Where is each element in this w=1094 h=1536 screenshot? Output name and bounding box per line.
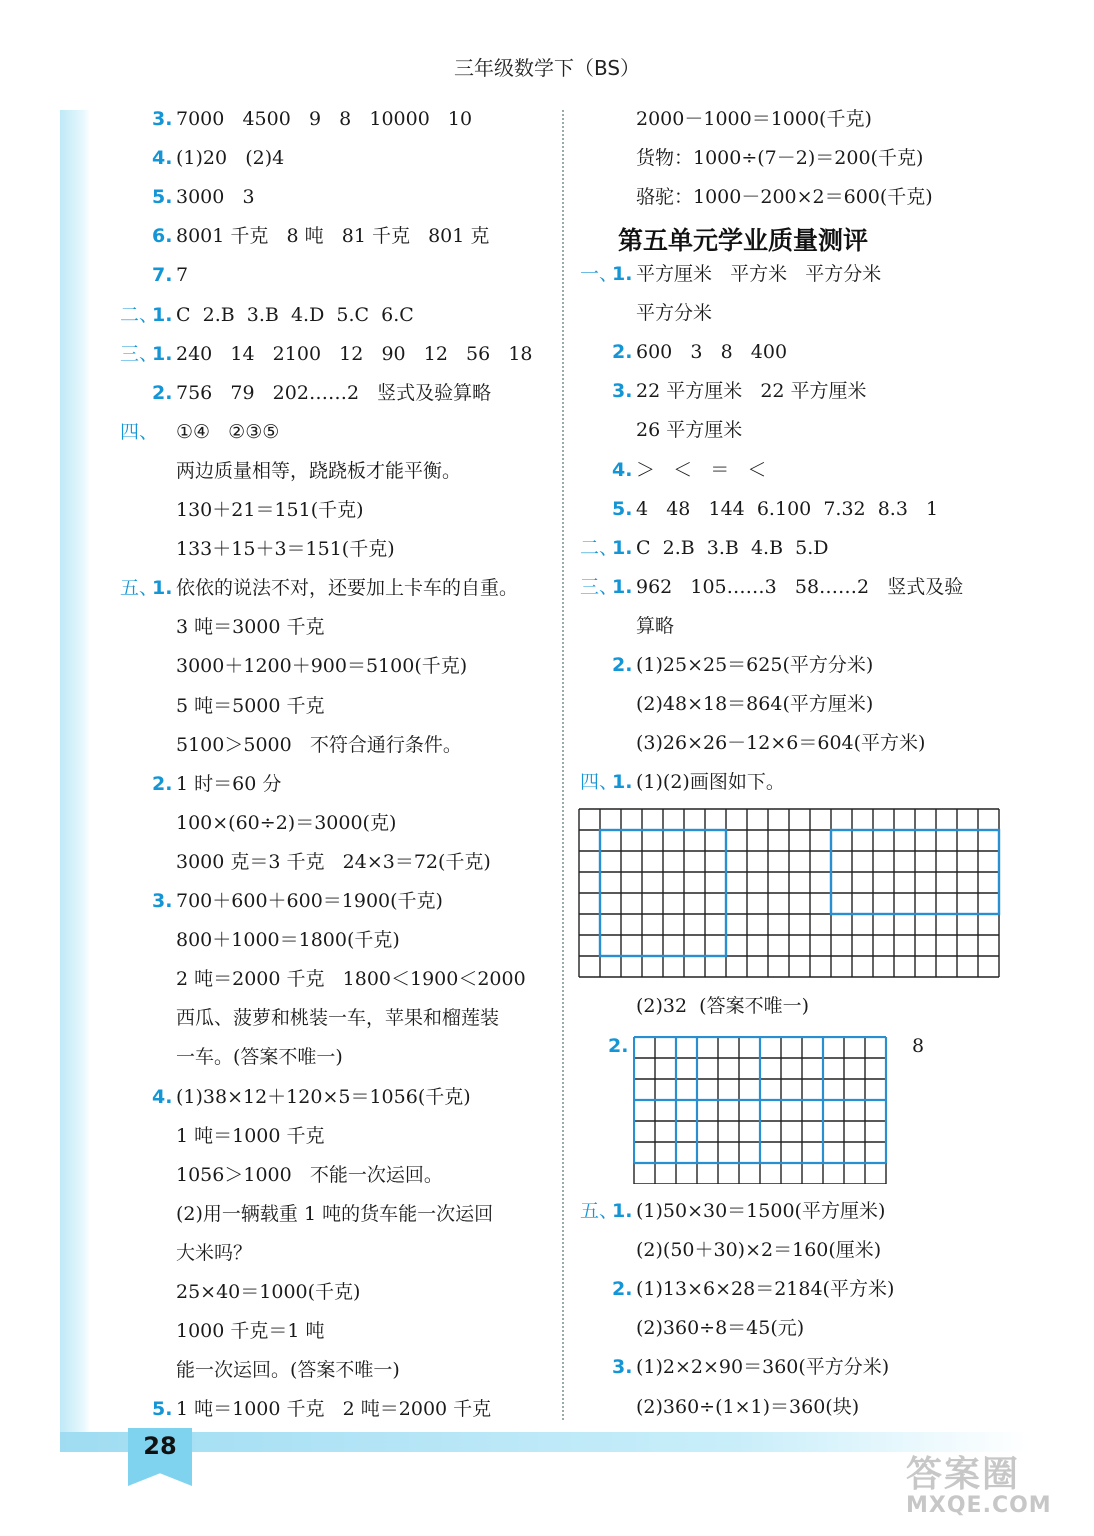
answer-text: 5100＞5000 不符合通行条件。 <box>176 733 462 756</box>
answer-text: (1)13×6×28＝2184(平方米) <box>636 1278 895 1301</box>
answer-text: ＞ ＜ ＝ ＜ <box>636 458 767 481</box>
answer-text: 能一次运回。(答案不唯一) <box>176 1359 400 1382</box>
answer-text: (1)20 (2)4 <box>176 147 285 170</box>
question-number: 2. <box>612 654 633 676</box>
answer-text: 800＋1000＝1800(千克) <box>176 929 400 952</box>
grid-figure-2 <box>633 1036 889 1184</box>
answer-text: (2)360÷(1×1)＝360(块) <box>636 1395 860 1418</box>
answer-line: 2000－1000＝1000(千克) <box>636 108 872 130</box>
section-label: 四、 <box>580 771 619 794</box>
column-divider <box>562 110 564 1420</box>
answer-text: 1 吨＝1000 千克 2 吨＝2000 千克 <box>176 1398 492 1421</box>
answer-text: 2 吨＝2000 千克 1800＜1900＜2000 <box>176 968 526 991</box>
answer-text: 756 79 202……2 竖式及验算略 <box>176 381 492 404</box>
question-number: 1. <box>612 1200 633 1222</box>
answer-text: 26 平方厘米 <box>636 419 743 442</box>
answer-text: 700＋600＋600＝1900(千克) <box>176 890 443 912</box>
answer-text: 8 <box>912 1035 925 1057</box>
question-number: 3. <box>152 890 173 912</box>
question-number: 5. <box>152 1398 173 1421</box>
answer-text: (1)50×30＝1500(平方厘米) <box>636 1200 886 1222</box>
page-header: 三年级数学下（BS） <box>453 56 641 80</box>
answer-text: (3)26×26－12×6＝604(平方米) <box>636 732 926 755</box>
answer-text: 7000 4500 9 8 10000 10 <box>176 108 473 130</box>
answer-text: (2)48×18＝864(平方厘米) <box>636 693 874 716</box>
watermark-logo-text: 答案圈 <box>906 1454 1021 1495</box>
question-number: 1. <box>612 575 633 598</box>
section-label: 二、 <box>120 303 159 326</box>
grid-figure-1 <box>578 808 1002 980</box>
answer-text: 240 14 2100 12 90 12 56 18 <box>176 342 533 365</box>
answer-text: 25×40＝1000(千克) <box>176 1281 361 1303</box>
answer-text: (1)25×25＝625(平方分米) <box>636 654 874 676</box>
watermark <box>906 1446 1086 1530</box>
answer-text: 1 时＝60 分 <box>176 772 282 795</box>
question-number: 2. <box>608 1035 629 1057</box>
watermark-url: MXQE.COM <box>906 1493 1052 1518</box>
answer-text: 3000 3 <box>176 186 255 209</box>
answer-text: 大米吗？ <box>176 1241 253 1264</box>
question-number: 1. <box>152 303 173 326</box>
answer-text: (1)(2)画图如下。 <box>636 771 785 794</box>
question-number: 2. <box>612 341 633 364</box>
answer-text: (2)360÷8＝45(元) <box>636 1317 805 1340</box>
answer-text: 22 平方厘米 22 平方厘米 <box>636 380 867 403</box>
section-label: 一、 <box>580 263 619 285</box>
question-number: 2. <box>612 1278 633 1301</box>
answer-text: 133＋15＋3＝151(千克) <box>176 538 395 561</box>
question-number: 4. <box>612 458 633 481</box>
answer-line: (2)32 (答案不唯一) <box>636 995 809 1017</box>
question-number: 1. <box>612 771 633 794</box>
unit-title: 第五单元学业质量测评 <box>618 226 869 255</box>
section-label: 二、 <box>580 536 619 559</box>
question-number: 5. <box>612 497 633 520</box>
answer-text: 依依的说法不对，还要加上卡车的自重。 <box>176 577 519 600</box>
section-label: 三、 <box>120 342 159 365</box>
question-number: 3. <box>612 1356 633 1379</box>
answer-text: (2)用一辆载重 1 吨的货车能一次运回 <box>176 1202 494 1225</box>
question-number: 2. <box>152 772 173 795</box>
question-number: 4. <box>152 1085 173 1108</box>
answer-text: (1)38×12＋120×5＝1056(千克) <box>176 1085 471 1108</box>
answer-line: 货物：1000÷(7－2)＝200(千克) <box>636 147 924 170</box>
question-number: 1. <box>152 577 173 600</box>
section-label: 五、 <box>580 1200 619 1222</box>
question-number: 3. <box>152 108 173 130</box>
bottom-decoration-band <box>60 1432 1030 1452</box>
answer-text: 1056＞1000 不能一次运回。 <box>176 1163 443 1186</box>
answer-text: 8001 千克 8 吨 81 千克 801 克 <box>176 225 490 248</box>
answer-text: 7 <box>176 264 189 287</box>
answer-line: 骆驼：1000－200×2＝600(千克) <box>636 186 933 209</box>
answer-text: C 2.B 3.B 4.B 5.D <box>636 536 829 559</box>
answer-text: 两边质量相等，跷跷板才能平衡。 <box>176 459 462 482</box>
answer-text: 5 吨＝5000 千克 <box>176 694 325 717</box>
section-label: 三、 <box>580 575 619 598</box>
answer-text: (2)(50＋30)×2＝160(厘米) <box>636 1239 882 1262</box>
side-decoration-band <box>60 110 90 1450</box>
answer-text: 1000 千克＝1 吨 <box>176 1320 325 1343</box>
answer-text: 4 48 144 6.100 7.32 8.3 1 <box>636 497 939 520</box>
answer-text: 1 吨＝1000 千克 <box>176 1124 325 1147</box>
answer-text: 100×(60÷2)＝3000(克) <box>176 811 397 834</box>
question-number: 2. <box>152 381 173 404</box>
answer-text: 600 3 8 400 <box>636 341 788 364</box>
answer-text: 平方厘米 平方米 平方分米 <box>636 263 882 285</box>
section-label: 五、 <box>120 577 159 600</box>
answer-text: 962 105……3 58……2 竖式及验 <box>636 575 964 598</box>
answer-text: (1)2×2×90＝360(平方分米) <box>636 1356 890 1379</box>
page-number: 28 <box>143 1432 177 1460</box>
answer-text: 算略 <box>636 614 675 637</box>
answer-text: 3 吨＝3000 千克 <box>176 616 325 639</box>
section-label: 四、 <box>120 420 159 443</box>
answer-text: 3000 克＝3 千克 24×3＝72(千克) <box>176 850 491 873</box>
answer-text: 3000＋1200＋900＝5100(千克) <box>176 655 468 678</box>
question-number: 6. <box>152 225 173 248</box>
answer-text: 平方分米 <box>636 302 713 325</box>
question-number: 5. <box>152 186 173 209</box>
question-number: 4. <box>152 147 173 170</box>
answer-text: ①④ ②③⑤ <box>176 420 280 443</box>
question-number: 1. <box>612 536 633 559</box>
answer-text: 西瓜、菠萝和桃装一车，苹果和榴莲装 <box>176 1007 500 1030</box>
question-number: 1. <box>152 342 173 365</box>
answer-text: C 2.B 3.B 4.D 5.C 6.C <box>176 303 414 326</box>
question-number: 1. <box>612 263 633 285</box>
answer-text: 130＋21＝151(千克) <box>176 499 364 521</box>
question-number: 7. <box>152 264 173 287</box>
question-number: 3. <box>612 380 633 403</box>
answer-text: 一车。(答案不唯一) <box>176 1046 343 1069</box>
